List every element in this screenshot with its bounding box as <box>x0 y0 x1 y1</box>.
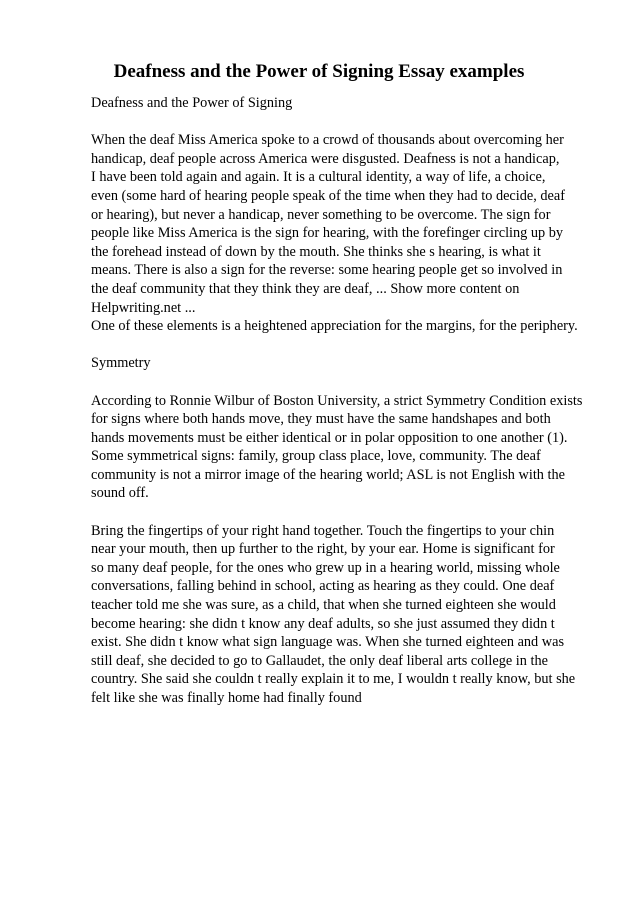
text-line: near your mouth, then up further to the right, by your ear. Home is significant for <box>91 541 555 558</box>
page-title: Deafness and the Power of Signing Essay examples <box>113 61 525 82</box>
text-line: Helpwriting.net ... <box>91 299 196 316</box>
text-line: exist. She didn t know what sign language was. When she turned eighteen and was <box>91 634 565 651</box>
text-line: so many deaf people, for the ones who grew up in a hearing world, missing whole <box>91 559 560 576</box>
text-line: the forehead instead of down by the mouth. She thinks she s hearing, is what it <box>91 243 541 260</box>
subtitle-text: Deafness and the Power of Signing <box>91 95 293 111</box>
text-line: people like Miss America is the sign for hearing, with the forefinger circling up by <box>91 225 564 242</box>
text-line: Bring the fingertips of your right hand together. Touch the fingertips to your chin <box>91 522 555 539</box>
text-line: for signs where both hands move, they must have the same handshapes and both <box>91 411 551 428</box>
text-line: hands movements must be either identical or in polar opposition to one another (1). <box>91 429 568 446</box>
paragraph-symmetry <box>91 392 601 504</box>
text-line: teacher told me she was sure, as a child, that when she turned eighteen she would <box>91 597 556 614</box>
subtitle <box>91 94 601 113</box>
text-line: community is not a mirror image of the hearing world; ASL is not English with the <box>91 466 565 483</box>
text-line: or hearing), but never a handicap, never something to be overcome. The sign for <box>91 206 551 223</box>
text-line: felt like she was finally home had finally found <box>91 690 362 706</box>
text-line: sound off. <box>91 485 149 502</box>
text-line: handicap, deaf people across America were disgusted. Deafness is not a handicap, <box>91 150 560 167</box>
text-line: According to Ronnie Wilbur of Boston University, a strict Symmetry Condition exists <box>91 392 583 409</box>
document-body <box>91 94 601 726</box>
text-line: Some symmetrical signs: family, group class place, love, community. The deaf <box>91 448 541 465</box>
text-line: means. There is also a sign for the reverse: some hearing people get so involved in <box>91 262 563 279</box>
paragraph-intro <box>91 131 601 336</box>
text-line: even (some hard of hearing people speak of the time when they had to decide, deaf <box>91 187 565 204</box>
text-line: One of these elements is a heightened appreciation for the margins, for the periphery. <box>91 318 578 335</box>
heading-text: Symmetry <box>91 355 151 372</box>
section-heading-symmetry <box>91 354 601 373</box>
text-line: become hearing: she didn t know any deaf adults, so she just assumed they didn t <box>91 615 555 632</box>
paragraph-home <box>91 522 601 708</box>
text-line: I have been told again and again. It is a cultural identity, a way of life, a choice, <box>91 169 546 186</box>
text-line: the deaf community that they think they are deaf, ... Show more content on <box>91 280 520 297</box>
text-line: conversations, falling behind in school, acting as hearing as they could. One deaf <box>91 578 555 595</box>
text-line: When the deaf Miss America spoke to a crowd of thousands about overcoming her <box>91 132 564 149</box>
text-line: still deaf, she decided to go to Gallaudet, the only deaf liberal arts college in the <box>91 652 548 669</box>
text-line: country. She said she couldn t really explain it to me, I wouldn t really know, but she <box>91 671 576 688</box>
